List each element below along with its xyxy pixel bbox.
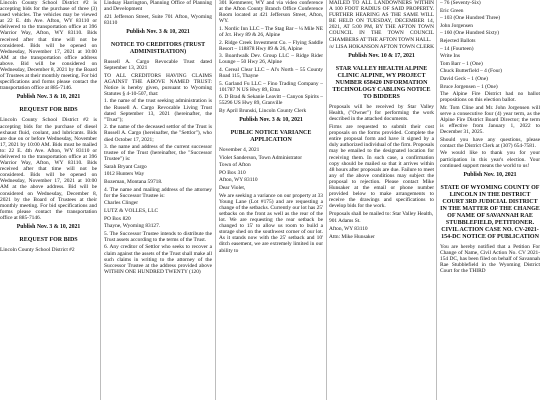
notice-paragraph: 1. Nordic Inn LLC – The Stag Bar – ¼ Mile NE of Jct. Hwy 89 & 26, Alpine [219, 25, 323, 38]
notice-paragraph: By April Brunski, Lincoln County Clerk [219, 108, 307, 114]
notice-paragraph: /s/ LISA HOKANSON AFTON TOWN CLERK [329, 44, 434, 51]
notice-column-1 [0, 0, 97, 400]
notice-paragraph: We would like to thank you for your participation in this year's election. Your continued support means the world to us! [440, 150, 540, 169]
notice-heading: STAR VALLEY HEALTH ALPINE CLINIC ALPINE, WY PROJECT NUMBER 658420 INFORMATION TECHNOLOGY CABLING NOTICE TO BIDDERS [332, 66, 431, 101]
notice-paragraph: Proposals shall be mailed to: Star Valley Health, [329, 210, 434, 217]
notice-paragraph: 5. Garland Fu LLC – Fino Trading Company – 101787 N US Hwy 89, Etna [219, 80, 323, 93]
notice-paragraph: 6. D Brad & Sekanie Leavitt – Canyon Spirits – 55296 US Hwy 89, Granville [219, 94, 323, 107]
notice-column-5 [440, 0, 540, 400]
notice-paragraph: – 76 (Seventy-Six) [440, 0, 481, 6]
notice-paragraph: Afton, WY 83110 [329, 226, 368, 233]
notice-paragraph: 1012 Hunters Way [104, 171, 145, 178]
notice-paragraph: Lincoln County School District #2 [0, 247, 75, 253]
notice-paragraph: 4. Cereal Clear LLC – Al's North – 55 County Road 115, Thayne [219, 66, 323, 80]
publish-dates: Publish Nov. 3 & 10, 2021 [16, 224, 81, 230]
column-divider [436, 0, 437, 400]
notice-paragraph: Tom Barr – 1 (One) [440, 60, 483, 67]
notice-paragraph: Should you have any questions, please contact the District Clerk at (307) 654-7581. [440, 136, 540, 149]
notice-column-2 [104, 0, 212, 400]
notice-heading: STATE OF WYOMING COUNTY OF LINCOLN IN THE DISTRICT COURT 3RD JUDICIAL DISTRICT IN THE MATTER OF THE CHANGE OF NAME OF SAVANNAH RAE STUBBLEFIELD, PETITIONER. CIVIL ACTION CASE NO. CV-2021-154-DC NOTICE OF PUBLICATION [440, 184, 540, 240]
notice-paragraph: 4. The name and mailing address of the attorney for the Successor Trustee is: [104, 186, 212, 199]
notice-paragraph: TO ALL CREDITORS HAVING CLAIMS AGAINST THE ABOVE NAMED TRUST: Notice is hereby given, pursuant to Wyoming Statutes § 4-10-507, that: [104, 72, 212, 97]
notice-paragraph: Bozeman, Montana 59718. [104, 179, 163, 186]
notice-paragraph: 2. the name of the deceased settlor of the Trust is Russell A. Cargo (hereinafter, the "Settlor"), who died October 17, 2021; [104, 124, 212, 143]
notice-paragraph: Mr. Tom Cline and Mr. John Jorgensen will serve a consecutive four (4) year term, as the Alpine Fire District Board Director; the term is effective from January 1, 2022 to December 31, 2025. [440, 104, 540, 136]
notice-paragraph: John Jorgensen [440, 22, 473, 29]
publish-dates: Publish Nov. 3 & 10, 2021 [126, 28, 190, 35]
notice-paragraph: Lindsay Harrington, Planning Office of Planning and Development [104, 0, 212, 13]
notice-paragraph: Violet Sanderson, Town Administrator [219, 154, 303, 161]
notice-paragraph: Lincoln County School District #2 is accepting bids for the purchase of three (3) used vehicles. The vehicles may be viewed at 22 E. 4th Ave. Afton, WY 83110 or delivered to the transportation office at 396 Warrior Way, Afton, WY 83110. Bids received after that time will not be considered. Bids will be opened on Wednesday, November 17, 2021 at 10:00 AM at the transportation office address above. Bid will be considered on Wednesday, December 8, 2021 by the Board of Trustees at their monthly meeting. For bid specifications and forms please contact the transportation office at 885-7146. [0, 0, 97, 92]
notice-paragraph: 3. Boardwalk Dev. Group LLC – Ridge Rider Lounge – 50 Hwy 26, Alpine [219, 53, 323, 66]
notice-paragraph: – 160 (One Hundred Sixty) [440, 30, 499, 37]
publish-dates: Publish Nov. 3 & 10, 2021 [239, 117, 303, 124]
notice-paragraph: – 103 (One Hundred Three) [440, 15, 501, 22]
notice-paragraph: We are seeking a variance on our property at 33 Young Lane (Lot #175) and are requesting a change of the setbacks. Currently our lot has 25' setbacks on the front as well as the rear of the lot. We are requesting the rear setback be changed to 15' to allow us room to build a storage shed on the southwest corner of our lot. As it stands now with the 25' setback and 10' ditch easement, we are extremely limited in our ability to [219, 192, 323, 254]
notice-heading: NOTICE TO CREDITORS (TRUST ADMINISTRATION) [110, 41, 206, 55]
notice-paragraph: 421 Jefferson Street, Suite 701 Afton, Wyoming 83110 [104, 13, 212, 26]
notice-paragraph: Afton, WY 83110 [219, 177, 258, 184]
notice-heading: PUBLIC NOTICE VARIANCE APPLICATION [230, 130, 312, 144]
notice-paragraph: 5. The Successor Trustee intends to distribute the Trust assets according to the terms of the Trust. [104, 230, 212, 243]
notice-paragraph: 301 Kemmerer, WY and via video conference at the Afton County Branch Office Conference Room located at 421 Jefferson Street, Afton, WY. [219, 0, 323, 25]
notice-paragraph: Chuck Butterfield – 4 (Four) [440, 68, 502, 75]
notice-paragraph: You are hereby notified that a Petition For Change of Name, Civil Action No. CV 2021-154 DC, has been filed on behalf of Savannah Rae Stubblefield in the Wyoming District Court for the THIRD [440, 243, 540, 275]
notice-paragraph: – 14 (Fourteen) [440, 45, 474, 52]
notice-column-3 [219, 0, 323, 400]
notice-paragraph: Dear Violet, [219, 185, 246, 192]
notice-paragraph: 1. the name of the trust seeking administration is the Russell A. Cargo Revocable Living Trust dated September 13, 2021 (hereinafter, the "Trust"); [104, 98, 212, 123]
notice-paragraph: Proposals will be received by Star Valley Health, ("Owner") for performing the work described in the attached documents. [329, 104, 434, 123]
notice-paragraph: Firms are requested to submit their cost proposals on the forms provided. Complete the entire proposal form and have it signed by a duly authorized individual of the firm. Proposals may be emailed to the designated location for receiving them. In such case, a confirmation copy should be mailed so that it arrives within 48 hours after proposals are due. Failure to meet any of the above conditions may subject the proposal to rejection. Please contact Mike Hunsaker at the email or phone number provided below to make arrangements to receive the drawings and specifications to develop bids for the work. [329, 124, 434, 210]
notice-paragraph: Eric Green [440, 7, 464, 14]
notice-paragraph: 6. Any creditor of Settlor who seeks to recover a claim against the assets of the Trust shall make all such claims in writing to the attorney of the Successor Trustee at the address provided above WITHIN ONE HUNDRED TWENTY (120) [104, 244, 212, 275]
notice-paragraph: Write Ins [440, 53, 460, 60]
column-divider [100, 0, 101, 400]
notice-paragraph: Rejected Ballots [440, 37, 476, 44]
notice-paragraph: November 4, 2021 [219, 147, 260, 154]
notice-paragraph: Attn: Mike Hunsaker [329, 233, 375, 240]
notice-paragraph: 901 Adams St. [329, 218, 361, 225]
notice-paragraph: Russell A. Cargo Revocable Trust dated September 13, 2021 [104, 58, 212, 71]
notice-paragraph: 2. Ridge Creek Investment Co. – Flying Saddle Resort – 118878 Hwy 89 & 26, Alpine [219, 39, 323, 52]
notice-paragraph: MAILED TO ALL LANDOWNERS WITHIN A 100 FOOT RADIUS OF SAID PROPERTY. FURTHER HEARING AS THE SAME WILL BE HELD ON TUESDAY, DECEMBER 14, 2021, AT 5:00 PM, BY THE AFTON TOWN COUNCIL IN THE TOWN COUNCIL CHAMBERS AT THE AFTON TOWN HALL. [329, 0, 434, 43]
notice-paragraph: Lincoln County School District #2 is accepting bids for the purchase of diesel exhaust fluid, coolant, and lubricants. Bids are due on or before Wednesday, November 17, 2021 by 10:00 AM. Bids must be mailed to: 22 E. 4th Ave. Afton, WY 83110 or delivered to the transportation office at 396 Warrior Way, Afton, WY 83110. Bids received after that time will not be considered. Bids will be opened on Wednesday, November 17, 2021 at 10:00 AM at the above address. Bid will be considered on Wednesday, December 8, 2021 by the Board of Trustees at their monthly meeting. For bid specifications and forms please contact the transportation office at 885-7146. [0, 117, 97, 221]
column-divider [326, 0, 327, 400]
notice-paragraph: 3. the name and address of the current successor trustee of the Trust (hereinafter, the "Successor Trustee") is: [104, 144, 212, 163]
publish-dates: Publish Nov. 10, 2021 [463, 171, 517, 178]
notice-paragraph: Thayne, Wyoming 83127. [104, 223, 161, 230]
notice-paragraph: PO Box 820 [104, 215, 131, 222]
column-divider [215, 0, 216, 400]
notice-paragraph: The Alpine Fire District had no ballot propositions on this election ballot. [440, 91, 540, 104]
notice-column-4 [329, 0, 434, 400]
notice-paragraph: LUTZ & VOLLES, LLC [104, 207, 159, 214]
publish-dates: Publish Nov. 10 & 17, 2021 [348, 53, 415, 60]
notice-paragraph: Sarah Bryant Cargo [104, 163, 147, 170]
notice-heading: REQUEST FOR BIDS [19, 237, 78, 243]
notice-paragraph: David Geck – 1 (One) [440, 75, 488, 82]
notice-paragraph: Bruce Jorgensen – 1 (One) [440, 83, 498, 90]
notice-heading: REQUEST FOR BIDS [19, 107, 78, 114]
notice-paragraph: Charles Clinger [104, 200, 138, 207]
notice-paragraph: PO Box 310 [219, 169, 246, 176]
publish-dates: Publish Nov. 3 & 10, 2021 [16, 94, 81, 101]
notice-paragraph: Town of Afton [219, 162, 251, 169]
